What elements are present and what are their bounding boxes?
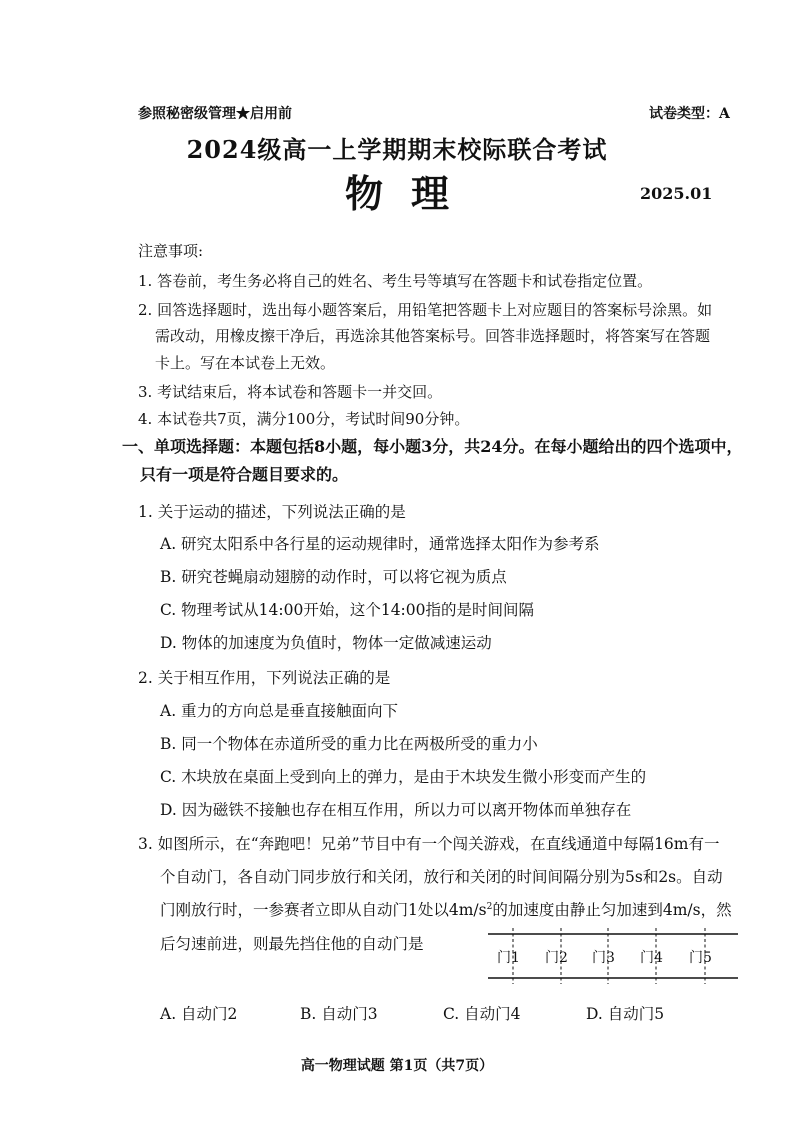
notice-item-4: 4. 本试卷共7页，满分100分，考试时间90分钟。	[138, 410, 470, 428]
question-1-option-a: A. 研究太阳系中各行星的运动规律时，通常选择太阳作为参考系	[160, 535, 600, 553]
door-2-label: 门2	[545, 950, 568, 966]
paper-type-label: 试卷类型：A	[649, 106, 730, 122]
subject-title: 物理	[344, 171, 477, 216]
question-2-option-c: C. 木块放在桌面上受到向上的弹力，是由于木块发生微小形变而产生的	[160, 768, 647, 786]
question-2-option-b: B. 同一个物体在赤道所受的重力比在两极所受的重力小	[160, 735, 538, 753]
question-2-stem: 2. 关于相互作用，下列说法正确的是	[138, 669, 391, 687]
question-3-option-b: B. 自动门3	[300, 1005, 378, 1023]
exam-title: 2024级高一上学期期末校际联合考试	[186, 135, 608, 164]
door-5-label: 门5	[689, 950, 712, 966]
confidential-label: 参照秘密级管理★启用前	[138, 106, 292, 122]
notice-item-1: 1. 答卷前，考生务必将自己的姓名、考生号等填写在答题卡和试卷指定位置。	[138, 272, 653, 290]
question-1-option-b: B. 研究苍蝇扇动翅膀的动作时，可以将它视为质点	[160, 568, 507, 586]
notice-item-2-cont2: 卡上。写在本试卷上无效。	[155, 354, 336, 372]
question-3-option-a: A. 自动门2	[160, 1005, 238, 1023]
question-1-option-c: C. 物理考试从14:00开始，这个14:00指的是时间间隔	[160, 601, 534, 619]
question-2-option-d: D. 因为磁铁不接触也存在相互作用，所以力可以离开物体而单独存在	[160, 801, 632, 819]
page-footer: 高一物理试题 第1页（共7页）	[300, 1058, 494, 1074]
notice-item-2-cont: 需改动，用橡皮擦干净后，再选涂其他答案标号。回答非选择题时，将答案写在答题	[155, 327, 711, 345]
notice-heading: 注意事项:	[138, 242, 204, 260]
question-3-line-4: 后匀速前进，则最先挡住他的自动门是	[160, 935, 424, 953]
question-3-line-3: 门刚放行时，一参赛者立即从自动门1处以$4m/s^2$的加速度由静止匀加速到4m/s，然	[160, 901, 732, 919]
door-4-label: 门4	[640, 950, 663, 966]
notice-item-2: 2. 回答选择题时，选出每小题答案后，用铅笔把答题卡上对应题目的答案标号涂黑。如	[138, 301, 713, 319]
question-1-stem: 1. 关于运动的描述，下列说法正确的是	[138, 503, 406, 521]
notice-item-3: 3. 考试结束后，将本试卷和答题卡一并交回。	[138, 383, 443, 401]
door-1-label: 门1	[497, 950, 520, 966]
question-3-option-d: D. 自动门5	[586, 1005, 665, 1023]
door-figure	[488, 928, 740, 984]
question-2-option-a: A. 重力的方向总是垂直接触面向下	[160, 702, 399, 720]
section-heading-cont: 只有一项是符合题目要求的。	[140, 465, 349, 484]
exam-date: 2025.01	[640, 184, 713, 203]
question-1-option-d: D. 物体的加速度为负值时，物体一定做减速运动	[160, 634, 492, 652]
door-3-label: 门3	[592, 950, 615, 966]
question-3-option-c: C. 自动门4	[443, 1005, 521, 1023]
question-3-line-1: 3. 如图所示，在“奔跑吧！兄弟”节目中有一个闯关游戏，在直线通道中每隔16m有一	[138, 835, 720, 853]
question-3-line-2: 个自动门，各自动门同步放行和关闭，放行和关闭的时间间隔分别为5s和2s。自动	[160, 868, 723, 886]
section-heading: 一、单项选择题：本题包括8小题，每小题3分，共24分。在每小题给出的四个选项中，	[122, 437, 743, 456]
